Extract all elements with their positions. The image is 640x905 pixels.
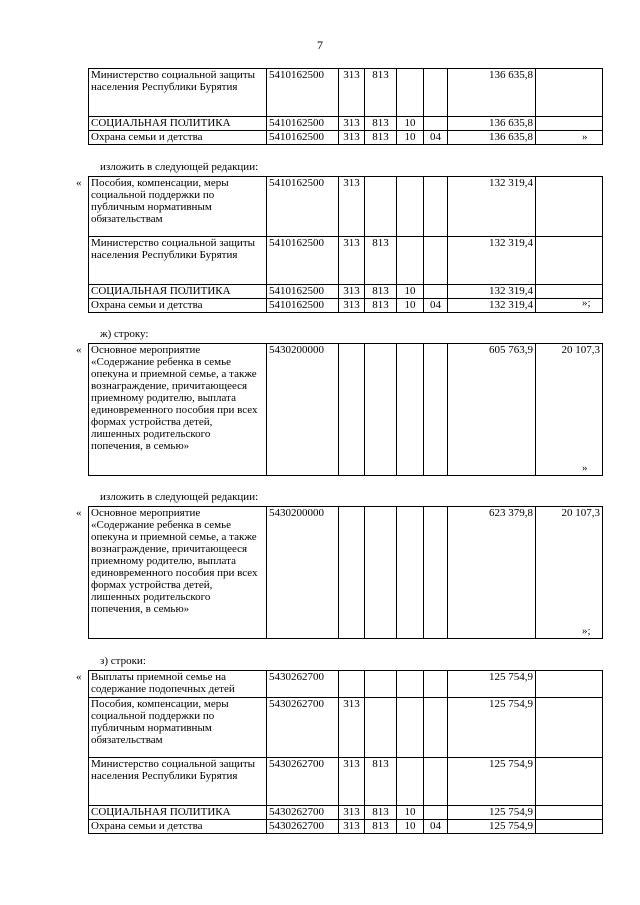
close-quote: » xyxy=(582,462,588,474)
cell-expense-code: 813 xyxy=(365,820,397,834)
table-1 xyxy=(88,68,603,145)
cell-row-name: Пособия, компенсации, меры социальной поддержки по публичным нормативным обязательствам xyxy=(89,698,267,758)
cell-subvention-amount: 20 107,3 xyxy=(536,344,603,476)
cell-subvention-amount xyxy=(536,806,603,820)
cell-section-code xyxy=(397,698,424,758)
cell-amount: 136 635,8 xyxy=(448,117,536,131)
cell-row-name: Министерство социальной защиты населения Республики Бурятия xyxy=(89,237,267,285)
cell-row-name: Охрана семьи и детства xyxy=(89,131,267,145)
cell-subvention-amount xyxy=(536,237,603,285)
edit-instruction-2: изложить в следующей редакции: xyxy=(100,491,259,503)
cell-grbs-code: 313 xyxy=(339,117,365,131)
cell-section-code: 10 xyxy=(397,285,424,299)
cell-section-code: 10 xyxy=(397,820,424,834)
cell-target-code: 5430262700 xyxy=(267,806,339,820)
cell-target-code: 5410162500 xyxy=(267,131,339,145)
cell-subvention-amount xyxy=(536,69,603,117)
cell-row-name: Основное мероприятие «Содержание ребенка в семье опекуна и приемной семье, а также вознаграждение, причитающееся приемному родителю, выплата единовременного пособия при всех формах устройства детей, лишенных родительского попечения, в семью» xyxy=(89,507,267,639)
cell-amount: 132 319,4 xyxy=(448,177,536,237)
table-4 xyxy=(88,506,603,639)
cell-row-name: Охрана семьи и детства xyxy=(89,820,267,834)
cell-grbs-code xyxy=(339,344,365,476)
cell-subsection-code xyxy=(424,806,448,820)
cell-amount: 125 754,9 xyxy=(448,806,536,820)
cell-amount: 605 763,9 xyxy=(448,344,536,476)
cell-target-code: 5410162500 xyxy=(267,69,339,117)
item-zh-label: ж) строку: xyxy=(100,328,149,340)
table-row xyxy=(89,344,603,476)
table-row xyxy=(89,806,603,820)
cell-subsection-code xyxy=(424,177,448,237)
table-4-block xyxy=(88,506,603,639)
cell-subsection-code: 04 xyxy=(424,299,448,313)
cell-expense-code xyxy=(365,698,397,758)
cell-section-code: 10 xyxy=(397,131,424,145)
cell-subsection-code xyxy=(424,758,448,806)
table-row xyxy=(89,117,603,131)
table-3 xyxy=(88,343,603,476)
cell-expense-code xyxy=(365,507,397,639)
cell-target-code: 5410162500 xyxy=(267,177,339,237)
table-row xyxy=(89,69,603,117)
cell-subvention-amount xyxy=(536,131,603,145)
cell-expense-code: 813 xyxy=(365,117,397,131)
cell-expense-code: 813 xyxy=(365,806,397,820)
table-row xyxy=(89,671,603,698)
open-quote: « xyxy=(76,344,82,356)
open-quote: « xyxy=(76,507,82,519)
cell-row-name: Охрана семьи и детства xyxy=(89,299,267,313)
cell-amount: 125 754,9 xyxy=(448,698,536,758)
cell-target-code: 5430262700 xyxy=(267,698,339,758)
cell-subsection-code xyxy=(424,344,448,476)
cell-target-code: 5410162500 xyxy=(267,285,339,299)
cell-subsection-code xyxy=(424,285,448,299)
cell-expense-code xyxy=(365,671,397,698)
cell-section-code: 10 xyxy=(397,299,424,313)
cell-amount: 136 635,8 xyxy=(448,131,536,145)
cell-section-code xyxy=(397,237,424,285)
cell-grbs-code xyxy=(339,507,365,639)
cell-amount: 136 635,8 xyxy=(448,69,536,117)
cell-subsection-code xyxy=(424,69,448,117)
cell-section-code xyxy=(397,177,424,237)
cell-grbs-code: 313 xyxy=(339,806,365,820)
cell-target-code: 5410162500 xyxy=(267,117,339,131)
cell-subsection-code: 04 xyxy=(424,131,448,145)
cell-target-code: 5430200000 xyxy=(267,507,339,639)
cell-subvention-amount xyxy=(536,820,603,834)
cell-subvention-amount xyxy=(536,698,603,758)
cell-row-name: Выплаты приемной семье на содержание подопечных детей xyxy=(89,671,267,698)
table-5-block xyxy=(88,670,603,834)
cell-grbs-code xyxy=(339,671,365,698)
table-row xyxy=(89,285,603,299)
cell-section-code xyxy=(397,758,424,806)
cell-row-name: СОЦИАЛЬНАЯ ПОЛИТИКА xyxy=(89,117,267,131)
table-2-block xyxy=(88,176,603,313)
table-row xyxy=(89,698,603,758)
cell-target-code: 5430262700 xyxy=(267,820,339,834)
open-quote: « xyxy=(76,671,82,683)
item-z-label: з) строки: xyxy=(100,655,146,667)
cell-amount: 132 319,4 xyxy=(448,237,536,285)
cell-section-code xyxy=(397,344,424,476)
cell-target-code: 5430262700 xyxy=(267,758,339,806)
open-quote: « xyxy=(76,177,82,189)
cell-section-code xyxy=(397,507,424,639)
cell-expense-code xyxy=(365,344,397,476)
table-row xyxy=(89,507,603,639)
cell-subvention-amount xyxy=(536,671,603,698)
cell-expense-code: 813 xyxy=(365,285,397,299)
table-row xyxy=(89,177,603,237)
table-row xyxy=(89,820,603,834)
cell-target-code: 5410162500 xyxy=(267,237,339,285)
cell-amount: 125 754,9 xyxy=(448,758,536,806)
table-row xyxy=(89,299,603,313)
cell-subvention-amount xyxy=(536,285,603,299)
cell-grbs-code: 313 xyxy=(339,177,365,237)
cell-expense-code: 813 xyxy=(365,299,397,313)
cell-grbs-code: 313 xyxy=(339,237,365,285)
table-row xyxy=(89,131,603,145)
cell-section-code xyxy=(397,69,424,117)
cell-subvention-amount xyxy=(536,299,603,313)
edit-instruction-1: изложить в следующей редакции: xyxy=(100,161,259,173)
table-1-block xyxy=(88,68,603,145)
cell-grbs-code: 313 xyxy=(339,299,365,313)
cell-grbs-code: 313 xyxy=(339,758,365,806)
table-2 xyxy=(88,176,603,313)
cell-section-code xyxy=(397,671,424,698)
table-row xyxy=(89,237,603,285)
cell-expense-code: 813 xyxy=(365,131,397,145)
cell-row-name: Министерство социальной защиты населения Республики Бурятия xyxy=(89,758,267,806)
cell-grbs-code: 313 xyxy=(339,698,365,758)
page-number: 7 xyxy=(317,38,323,52)
table-3-block xyxy=(88,343,603,476)
cell-subsection-code xyxy=(424,507,448,639)
close-quote-semicolon: »; xyxy=(582,625,591,637)
cell-target-code: 5410162500 xyxy=(267,299,339,313)
cell-section-code: 10 xyxy=(397,806,424,820)
cell-row-name: Основное мероприятие «Содержание ребенка в семье опекуна и приемной семье, а также вознаграждение, причитающееся приемному родителю, выплата единовременного пособия при всех формах устройства детей, лишенных родительского попечения, в семью» xyxy=(89,344,267,476)
cell-expense-code xyxy=(365,177,397,237)
cell-row-name: СОЦИАЛЬНАЯ ПОЛИТИКА xyxy=(89,285,267,299)
cell-grbs-code: 313 xyxy=(339,820,365,834)
cell-subsection-code xyxy=(424,671,448,698)
cell-expense-code: 813 xyxy=(365,758,397,806)
cell-subsection-code xyxy=(424,117,448,131)
cell-subsection-code xyxy=(424,237,448,285)
cell-subsection-code: 04 xyxy=(424,820,448,834)
cell-target-code: 5430200000 xyxy=(267,344,339,476)
cell-amount: 132 319,4 xyxy=(448,299,536,313)
cell-subvention-amount: 20 107,3 xyxy=(536,507,603,639)
cell-amount: 623 379,8 xyxy=(448,507,536,639)
table-5 xyxy=(88,670,603,834)
cell-row-name: Министерство социальной защиты населения Республики Бурятия xyxy=(89,69,267,117)
cell-grbs-code: 313 xyxy=(339,285,365,299)
cell-expense-code: 813 xyxy=(365,69,397,117)
cell-subsection-code xyxy=(424,698,448,758)
cell-amount: 125 754,9 xyxy=(448,671,536,698)
cell-target-code: 5430262700 xyxy=(267,671,339,698)
cell-row-name: Пособия, компенсации, меры социальной поддержки по публичным нормативным обязательствам xyxy=(89,177,267,237)
cell-subvention-amount xyxy=(536,177,603,237)
cell-expense-code: 813 xyxy=(365,237,397,285)
cell-grbs-code: 313 xyxy=(339,131,365,145)
close-quote: » xyxy=(582,131,588,143)
cell-grbs-code: 313 xyxy=(339,69,365,117)
table-row xyxy=(89,758,603,806)
cell-amount: 125 754,9 xyxy=(448,820,536,834)
cell-subvention-amount xyxy=(536,758,603,806)
cell-subvention-amount xyxy=(536,117,603,131)
close-quote-semicolon: »; xyxy=(582,297,591,309)
cell-row-name: СОЦИАЛЬНАЯ ПОЛИТИКА xyxy=(89,806,267,820)
cell-amount: 132 319,4 xyxy=(448,285,536,299)
cell-section-code: 10 xyxy=(397,117,424,131)
